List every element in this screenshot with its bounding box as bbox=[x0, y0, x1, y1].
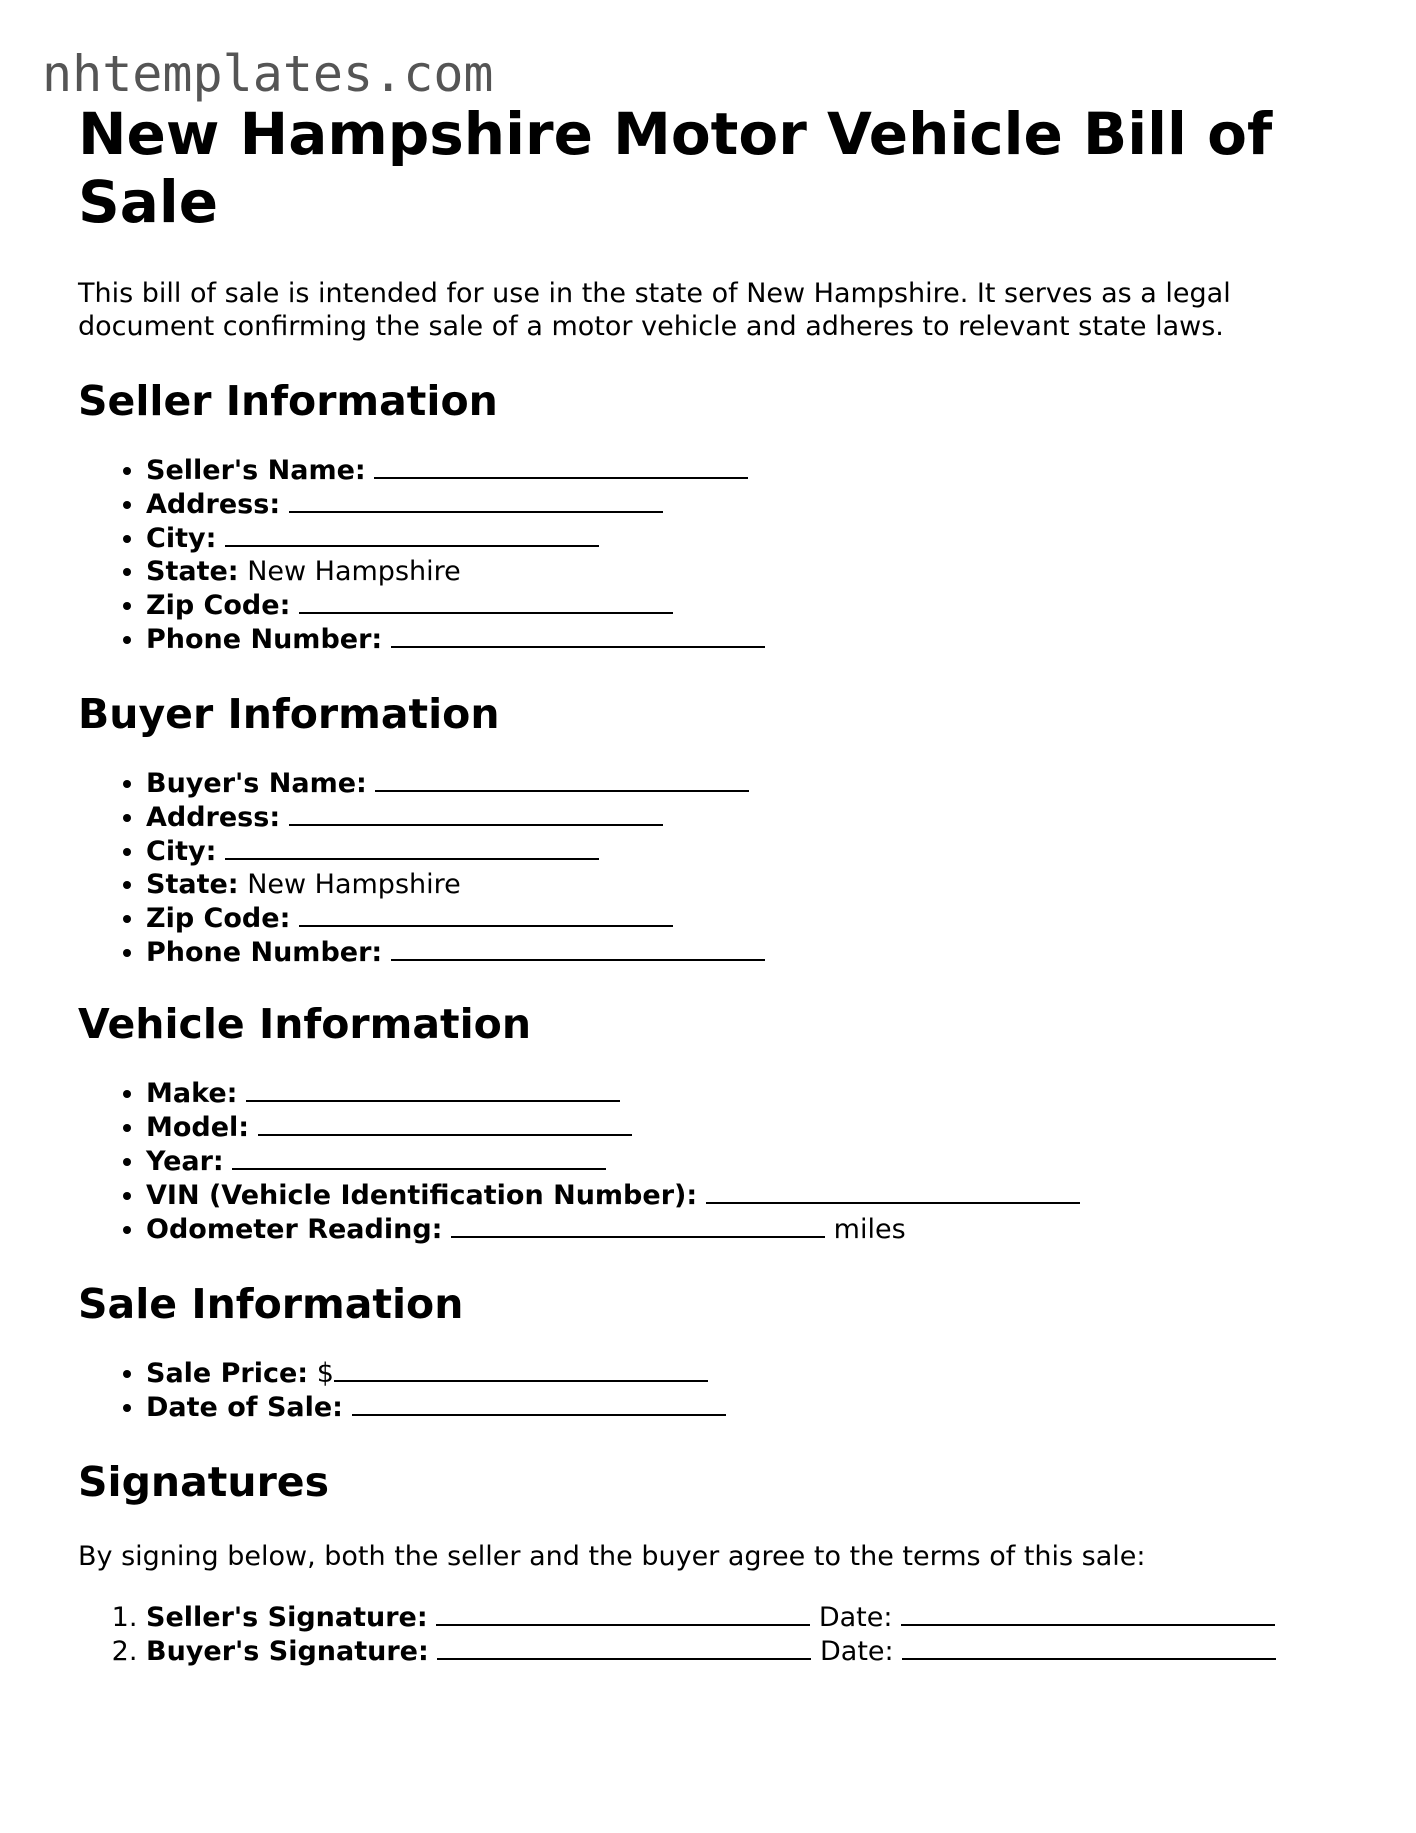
buyer-zip-label: Zip Code: bbox=[146, 903, 291, 934]
sale-price-item bbox=[146, 1356, 1338, 1390]
buyer-address-item bbox=[146, 800, 1338, 834]
buyer-signature-blank[interactable] bbox=[437, 1634, 811, 1660]
seller-city-item bbox=[146, 521, 1338, 555]
buyer-zip-item bbox=[146, 901, 1338, 935]
buyer-phone-blank[interactable] bbox=[391, 935, 765, 961]
seller-name-blank[interactable] bbox=[374, 453, 748, 479]
seller-phone-blank[interactable] bbox=[391, 622, 765, 648]
seller-signature-item bbox=[146, 1600, 1338, 1634]
seller-zip-label: Zip Code: bbox=[146, 590, 291, 621]
seller-signature-blank[interactable] bbox=[436, 1600, 810, 1626]
sale-price-blank[interactable] bbox=[334, 1356, 708, 1382]
seller-address-label: Address: bbox=[146, 489, 281, 520]
page-title: New Hampshire Motor Vehicle Bill of Sale bbox=[78, 100, 1273, 236]
sale-date-label: Date of Sale: bbox=[146, 1392, 343, 1423]
seller-phone-label: Phone Number: bbox=[146, 624, 383, 655]
seller-signature-date-label: Date: bbox=[818, 1602, 893, 1633]
seller-state-label: State: bbox=[146, 556, 239, 587]
seller-state-item bbox=[146, 555, 1338, 588]
seller-address-blank[interactable] bbox=[289, 487, 663, 513]
seller-field-list bbox=[78, 453, 1338, 656]
seller-zip-blank[interactable] bbox=[299, 588, 673, 614]
vehicle-make-label: Make: bbox=[146, 1078, 238, 1109]
buyer-state-label: State: bbox=[146, 869, 239, 900]
buyer-section-heading: Buyer Information bbox=[78, 690, 500, 738]
vehicle-model-blank[interactable] bbox=[258, 1110, 632, 1136]
seller-state-value: New Hampshire bbox=[247, 556, 461, 587]
seller-city-label: City: bbox=[146, 523, 217, 554]
vehicle-year-item bbox=[146, 1144, 1338, 1178]
seller-address-item bbox=[146, 487, 1338, 521]
seller-signature-date-blank[interactable] bbox=[901, 1600, 1275, 1626]
vehicle-vin-item bbox=[146, 1178, 1338, 1212]
intro-paragraph: This bill of sale is intended for use in the state of New Hampshire. It serves as a legal document confirming the sale of a motor vehicle and adheres to relevant state laws. bbox=[78, 278, 1231, 342]
sale-date-item bbox=[146, 1390, 1338, 1424]
buyer-signature-item bbox=[146, 1634, 1338, 1668]
seller-name-label: Seller's Name: bbox=[146, 455, 366, 486]
vehicle-model-item bbox=[146, 1110, 1338, 1144]
sale-date-blank[interactable] bbox=[352, 1390, 726, 1416]
buyer-city-item bbox=[146, 834, 1338, 868]
buyer-phone-item bbox=[146, 935, 1338, 969]
buyer-name-item bbox=[146, 766, 1338, 800]
sale-field-list bbox=[78, 1356, 1338, 1424]
seller-zip-item bbox=[146, 588, 1338, 622]
vehicle-make-item bbox=[146, 1076, 1338, 1110]
buyer-signature-date-label: Date: bbox=[819, 1636, 894, 1667]
buyer-city-blank[interactable] bbox=[225, 834, 599, 860]
sale-section-heading: Sale Information bbox=[78, 1280, 464, 1328]
buyer-city-label: City: bbox=[146, 836, 217, 867]
buyer-phone-label: Phone Number: bbox=[146, 937, 383, 968]
buyer-signature-date-blank[interactable] bbox=[902, 1634, 1276, 1660]
seller-section-heading: Seller Information bbox=[78, 377, 498, 425]
buyer-name-blank[interactable] bbox=[375, 766, 749, 792]
seller-city-blank[interactable] bbox=[225, 521, 599, 547]
buyer-state-value: New Hampshire bbox=[247, 869, 461, 900]
vehicle-odometer-item bbox=[146, 1212, 1338, 1246]
vehicle-year-blank[interactable] bbox=[232, 1144, 606, 1170]
signatures-intro: By signing below, both the seller and the buyer agree to the terms of this sale: bbox=[78, 1541, 1146, 1572]
buyer-address-blank[interactable] bbox=[289, 800, 663, 826]
buyer-field-list bbox=[78, 766, 1338, 969]
signature-list bbox=[78, 1600, 1338, 1668]
buyer-name-label: Buyer's Name: bbox=[146, 768, 367, 799]
vehicle-vin-label: VIN (Vehicle Identification Number): bbox=[146, 1180, 698, 1211]
odometer-unit: miles bbox=[833, 1214, 906, 1245]
buyer-address-label: Address: bbox=[146, 802, 281, 833]
signatures-section-heading: Signatures bbox=[78, 1458, 330, 1506]
seller-phone-item bbox=[146, 622, 1338, 656]
buyer-signature-label: Buyer's Signature: bbox=[146, 1636, 429, 1667]
vehicle-year-label: Year: bbox=[146, 1146, 224, 1177]
vehicle-vin-blank[interactable] bbox=[706, 1178, 1080, 1204]
vehicle-make-blank[interactable] bbox=[246, 1076, 620, 1102]
vehicle-odometer-label: Odometer Reading: bbox=[146, 1214, 443, 1245]
buyer-zip-blank[interactable] bbox=[299, 901, 673, 927]
buyer-state-item bbox=[146, 868, 1338, 901]
vehicle-model-label: Model: bbox=[146, 1112, 250, 1143]
vehicle-field-list bbox=[78, 1076, 1338, 1246]
seller-name-item bbox=[146, 453, 1338, 487]
site-watermark: nhtemplates.com bbox=[42, 45, 494, 103]
seller-signature-label: Seller's Signature: bbox=[146, 1602, 428, 1633]
document-page bbox=[78, 100, 1338, 1668]
sale-price-prefix: $ bbox=[316, 1358, 334, 1389]
sale-price-label: Sale Price: bbox=[146, 1358, 309, 1389]
vehicle-odometer-blank[interactable] bbox=[451, 1212, 825, 1238]
vehicle-section-heading: Vehicle Information bbox=[78, 1000, 532, 1048]
